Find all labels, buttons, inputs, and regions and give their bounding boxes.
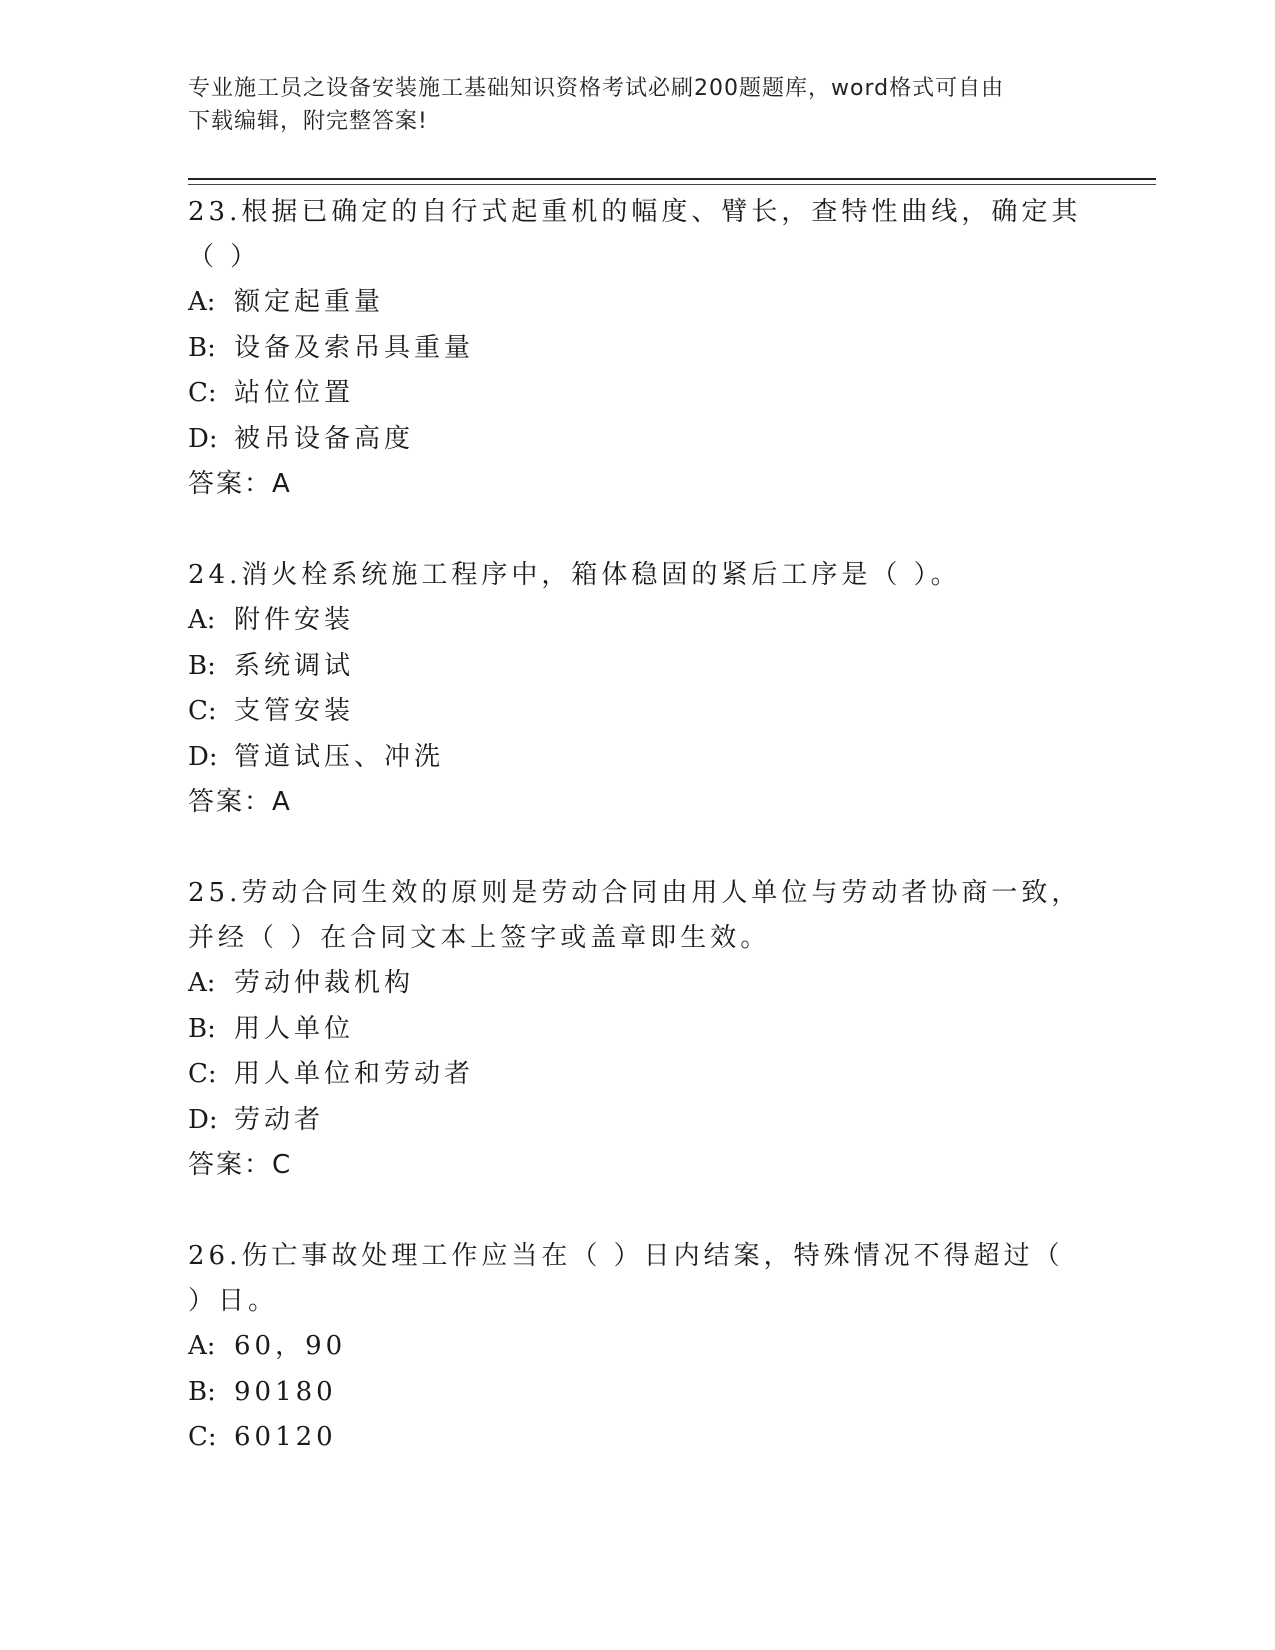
- option-c: [188, 1415, 1088, 1461]
- question-stem: 24.消火栓系统施工程序中，箱体稳固的紧后工序是（ ）。: [188, 560, 961, 590]
- option-c: [188, 1052, 1088, 1098]
- option-b: [188, 1370, 1088, 1416]
- option-text: 附件安装: [234, 605, 355, 635]
- question-24: [188, 551, 1088, 825]
- option-c: [188, 689, 1088, 735]
- option-text: 劳动者: [234, 1104, 325, 1135]
- option-text: 60，90: [234, 1331, 347, 1361]
- option-a: [188, 598, 1088, 644]
- option-letter: C:: [188, 378, 217, 408]
- option-text: 支管安装: [234, 696, 355, 726]
- question-spacer: [188, 1188, 1088, 1232]
- question-spacer: [188, 507, 1088, 551]
- option-letter: C:: [188, 1059, 217, 1089]
- option-b: [188, 1007, 1088, 1053]
- option-letter: B:: [188, 1013, 216, 1044]
- option-letter: C:: [188, 1422, 217, 1452]
- option-b: [188, 326, 1088, 372]
- question-stem: 25.劳动合同生效的原则是劳动合同由用人单位与劳动者协商一致，并经（ ）在合同文本上签字或盖章即生效。: [188, 878, 1082, 953]
- option-a: [188, 280, 1088, 326]
- option-text: 额定起重量: [234, 287, 385, 317]
- question-spacer: [188, 825, 1088, 869]
- question-list: [188, 188, 1088, 1461]
- option-letter: A:: [188, 1331, 216, 1361]
- header-divider-thin: [188, 184, 1156, 185]
- option-text: 设备及索吊具重量: [234, 332, 475, 363]
- question-23: [188, 188, 1088, 507]
- header-divider-thick: [188, 178, 1156, 180]
- option-text: 90180: [234, 1376, 337, 1407]
- option-d: [188, 735, 1088, 781]
- option-letter: D:: [188, 741, 218, 772]
- option-d: [188, 1098, 1088, 1144]
- option-d: [188, 417, 1088, 463]
- question-25: [188, 869, 1088, 1188]
- option-text: 被吊设备高度: [234, 423, 415, 454]
- option-letter: A:: [188, 968, 216, 998]
- option-text: 站位位置: [234, 378, 355, 408]
- option-letter: B:: [188, 332, 216, 363]
- question-stem: 26.伤亡事故处理工作应当在（ ）日内结案，特殊情况不得超过（ ）日。: [188, 1241, 1064, 1316]
- option-text: 劳动仲裁机构: [234, 968, 415, 998]
- option-letter: D:: [188, 1104, 218, 1135]
- document-header: [188, 72, 1068, 138]
- option-a: [188, 961, 1088, 1007]
- question-26: [188, 1232, 1088, 1461]
- option-letter: C:: [188, 696, 217, 726]
- option-letter: D:: [188, 423, 218, 454]
- answer-label: 答案：A: [188, 787, 292, 817]
- option-c: [188, 371, 1088, 417]
- option-a: [188, 1324, 1088, 1370]
- option-text: 系统调试: [234, 650, 355, 681]
- question-stem: 23.根据已确定的自行式起重机的幅度、臂长，查特性曲线，确定其（ ）: [188, 197, 1082, 272]
- option-b: [188, 644, 1088, 690]
- option-text: 用人单位和劳动者: [234, 1059, 475, 1089]
- header-line-2: 下载编辑，附完整答案!: [188, 109, 428, 134]
- option-letter: B:: [188, 650, 216, 681]
- header-line-1: 专业施工员之设备安装施工基础知识资格考试必刷200题题库，word格式可自由: [188, 76, 1005, 101]
- option-letter: B:: [188, 1376, 216, 1407]
- answer-label: 答案：C: [188, 1150, 293, 1180]
- option-letter: A:: [188, 287, 216, 317]
- option-text: 用人单位: [234, 1013, 355, 1044]
- option-text: 管道试压、冲洗: [234, 741, 445, 772]
- option-letter: A:: [188, 605, 216, 635]
- option-text: 60120: [234, 1422, 337, 1452]
- answer-label: 答案：A: [188, 469, 292, 499]
